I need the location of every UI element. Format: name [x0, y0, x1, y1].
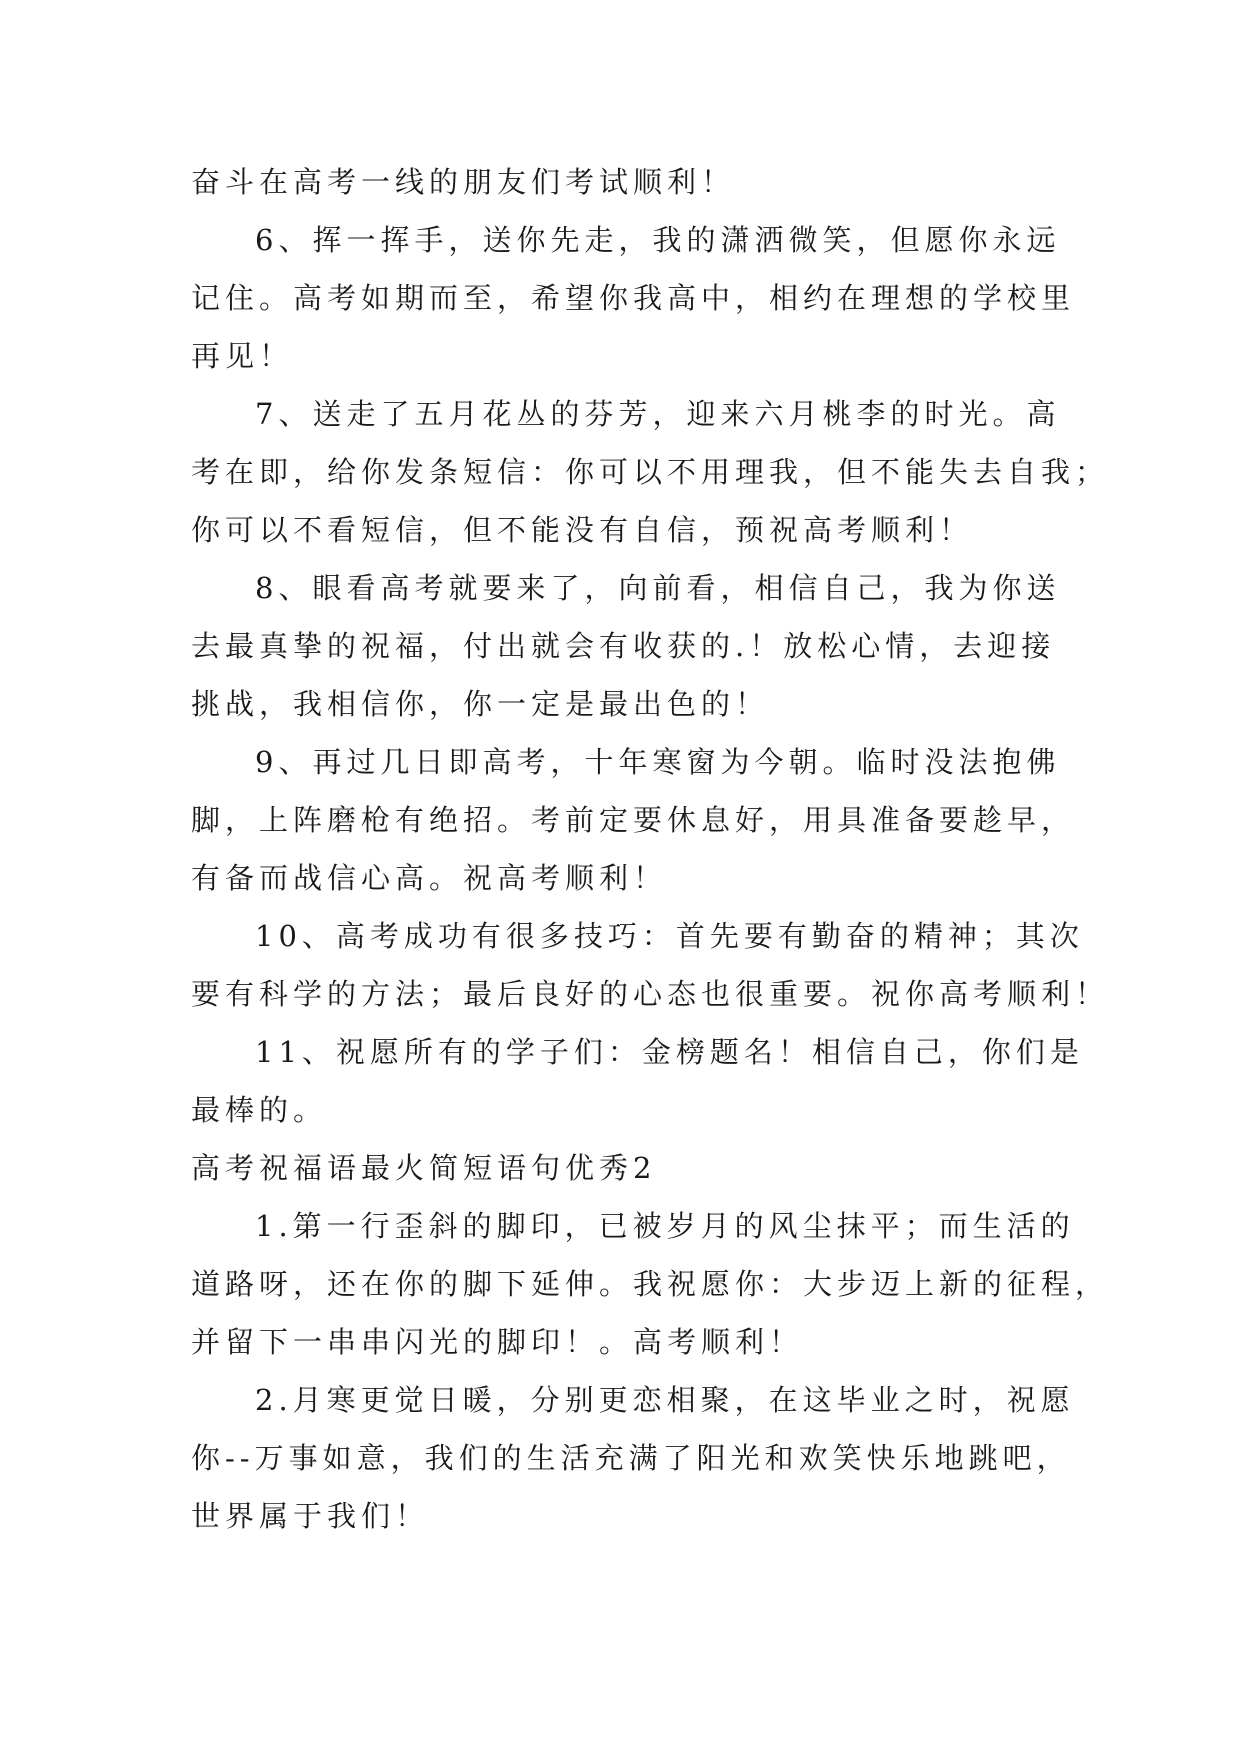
wish-item-8-line: 8、眼看高考就要来了，向前看，相信自己，我为你送: [255, 571, 1061, 605]
text-line: 你可以不看短信，但不能没有自信，预祝高考顺利！: [191, 513, 974, 547]
text-line: 考在即，给你发条短信：你可以不用理我，但不能失去自我；: [191, 455, 1110, 489]
text-line: 道路呀，还在你的脚下延伸。我祝愿你：大步迈上新的征程，: [191, 1267, 1110, 1301]
text-line: 有备而战信心高。祝高考顺利！: [191, 861, 668, 895]
text-line: 要有科学的方法；最后良好的心态也很重要。祝你高考顺利！: [191, 977, 1110, 1011]
wish-item-2-line: 2.月寒更觉日暖，分别更恋相聚，在这毕业之时，祝愿: [255, 1383, 1075, 1417]
text-line: 挑战，我相信你，你一定是最出色的！: [191, 687, 770, 721]
text-line: 并留下一串串闪光的脚印！。高考顺利！: [191, 1325, 804, 1359]
text-line: 最棒的。: [191, 1093, 328, 1127]
text-line: 去最真挚的祝福，付出就会有收获的.！放松心情，去迎接: [191, 629, 1056, 663]
wish-item-9-line: 9、再过几日即高考，十年寒窗为今朝。临时没法抱佛: [255, 745, 1061, 779]
document-body: [191, 153, 1110, 1545]
wish-item-7-line: 7、送走了五月花丛的芬芳，迎来六月桃李的时光。高: [255, 397, 1061, 431]
text-line: 记住。高考如期而至，希望你我高中，相约在理想的学校里: [191, 281, 1076, 315]
wish-item-11-line: 11、祝愿所有的学子们：金榜题名！相信自己，你们是: [255, 1035, 1084, 1069]
wish-item-1-line: 1.第一行歪斜的脚印，已被岁月的风尘抹平；而生活的: [255, 1209, 1075, 1243]
wish-item-10-line: 10、高考成功有很多技巧：首先要有勤奋的精神；其次: [255, 919, 1084, 953]
text-line: 脚，上阵磨枪有绝招。考前定要休息好，用具准备要趁早，: [191, 803, 1076, 837]
text-line: 奋斗在高考一线的朋友们考试顺利！: [191, 165, 736, 199]
text-line: 世界属于我们！: [191, 1499, 430, 1533]
text-line: 再见！: [191, 339, 294, 373]
text-line: 你--万事如意，我们的生活充满了阳光和欢笑快乐地跳吧，: [191, 1441, 1071, 1475]
wish-item-6-line: 6、挥一挥手，送你先走，我的潇洒微笑，但愿你永远: [255, 223, 1061, 257]
section-heading: 高考祝福语最火简短语句优秀2: [191, 1151, 657, 1185]
